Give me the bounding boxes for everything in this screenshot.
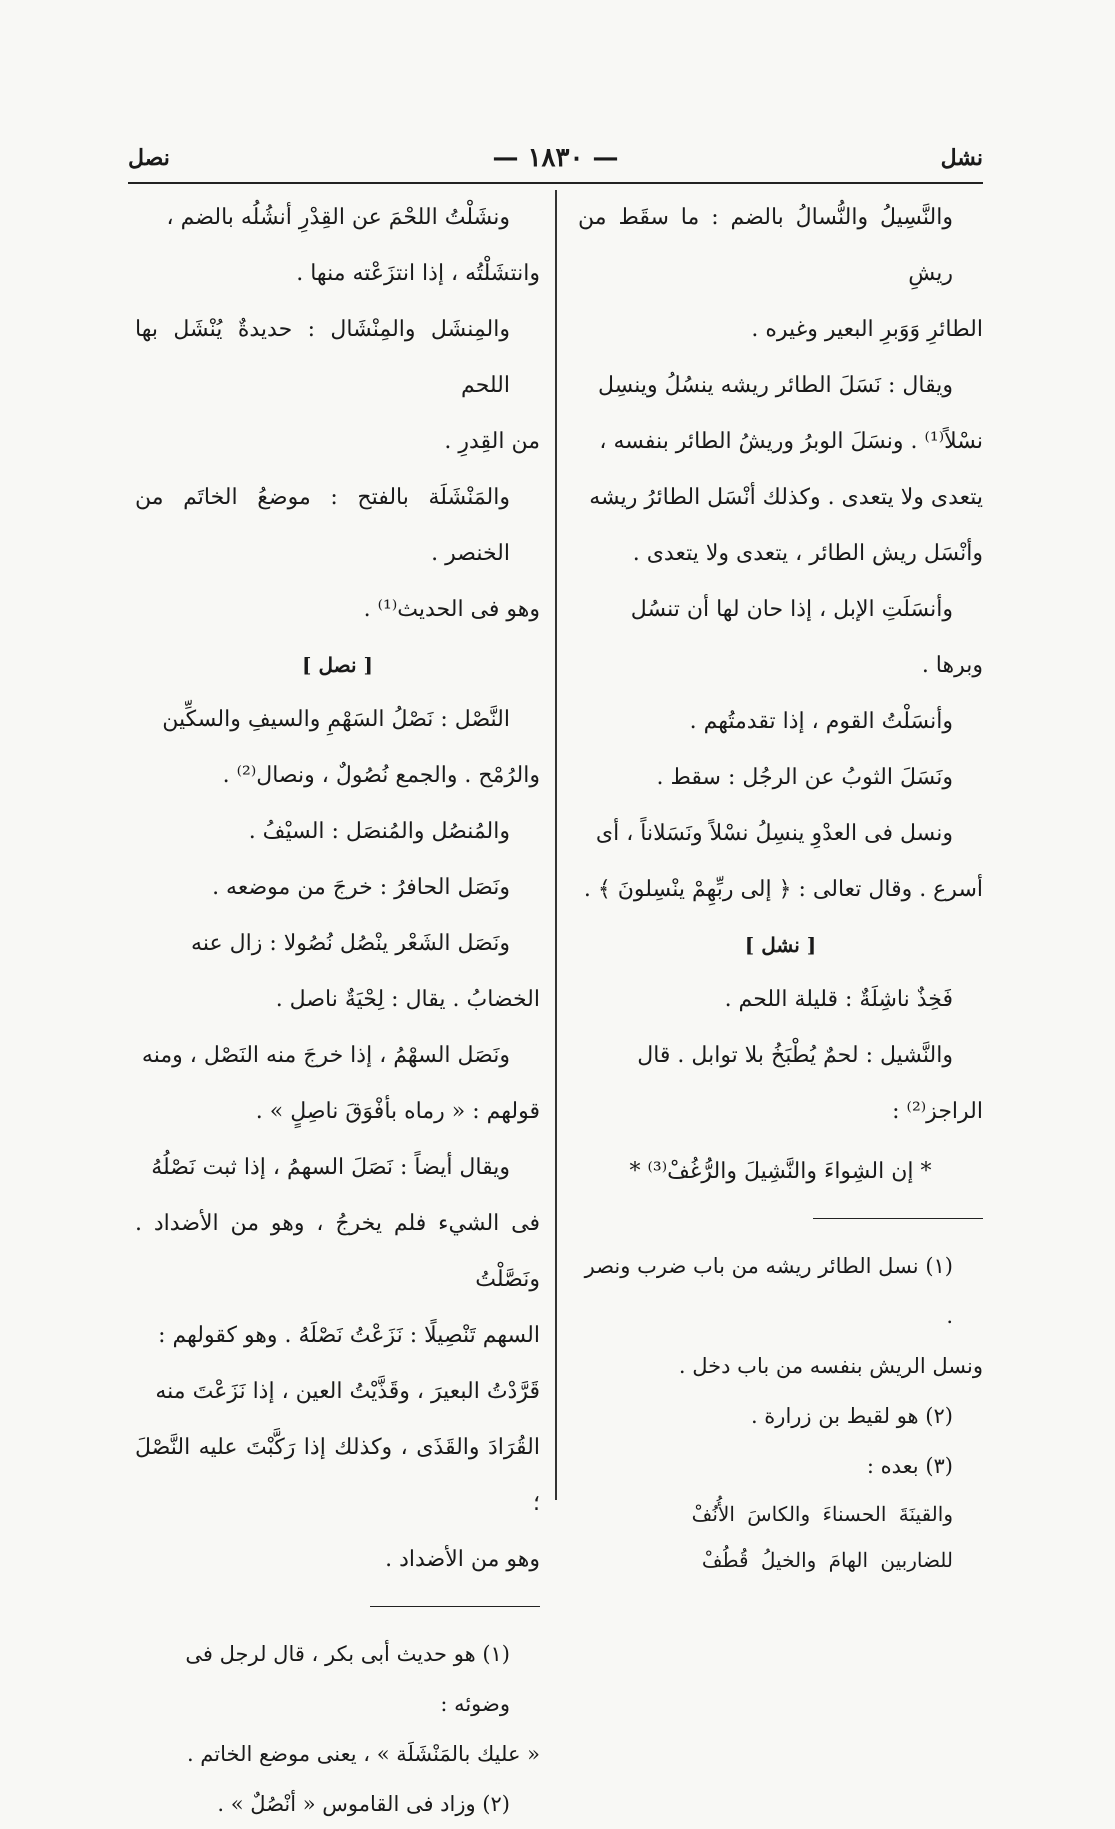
text-line: من القِدرِ . bbox=[444, 429, 540, 454]
text-line: ونَسَلَ الثوبُ عن الرجُل : سقط . bbox=[656, 765, 953, 790]
text-line: السهم تَنْصِيلًا : نَزَعْتُ نَصْلَهُ . وهو كقولهم : bbox=[158, 1323, 540, 1348]
text-line: الراجز⁽²⁾ : bbox=[892, 1099, 983, 1124]
text-line: والنَّسِيلُ والنُّسالُ بالضم : ما سقَط من ريشِ bbox=[578, 205, 953, 286]
footnote: (٣) بعده : bbox=[866, 1454, 953, 1478]
header-left-word: نصل bbox=[128, 145, 170, 171]
text-line: وانتشَلْتُه ، إذا انتزَعْته منها . bbox=[296, 261, 540, 286]
footnote: (٢) وزاد فى القاموس « أنْصُلٌ » . bbox=[217, 1792, 510, 1816]
footnote-verse: للضاربين الهامَ والخيلُ قُطُفْ bbox=[701, 1548, 953, 1572]
text-line: وأنسَلْتُ القوم ، إذا تقدمتُهم . bbox=[689, 709, 953, 734]
text-line: أسرع . وقال تعالى : ﴿ إلى ربِّهِمْ ينْسِلونَ ﴾ . bbox=[583, 877, 983, 902]
text-line: والنَّشيل : لحمٌ يُطْبَخُ بلا توابل . قال bbox=[637, 1043, 953, 1068]
text-line: وأنسَلَتِ الإبل ، إذا حان لها أن تنسُل bbox=[630, 597, 953, 622]
text-line: القُرَادَ والقَذَى ، وكذلك إذا رَكَّبْتَ عليه النَّصْلَ ؛ bbox=[135, 1435, 540, 1516]
text-line: فى الشيء فلم يخرجُ ، وهو من الأضداد . ونَصَّلْتُ bbox=[135, 1211, 540, 1292]
text-line: نسْلاً⁽¹⁾ . ونسَلَ الوبرُ وريشُ الطائر بنفسه ، bbox=[599, 429, 983, 454]
header-rule bbox=[128, 182, 983, 184]
text-line: فَخِذٌ ناشِلَةٌ : قليلة اللحم . bbox=[724, 987, 953, 1012]
text-line: ونَصَل الحافرُ : خرجَ من موضعه . bbox=[212, 875, 510, 900]
text-line: ونَصَل الشَعْر ينْصُل نُصُولا : زال عنه bbox=[191, 931, 510, 956]
text-line: وبرها . bbox=[921, 653, 983, 678]
text-line: ويقال : نَسَلَ الطائر ريشه ينسُلُ وينسِل bbox=[597, 373, 953, 398]
section-title: [ نصل ] bbox=[302, 653, 373, 677]
footnote: (١) نسل الطائر ريشه من باب ضرب ونصر . bbox=[584, 1254, 953, 1328]
text-line: الخضابُ . يقال : لِحْيَةٌ ناصل . bbox=[275, 987, 540, 1012]
text-line: يتعدى ولا يتعدى . وكذلك أنْسَل الطائرُ ريشه bbox=[589, 485, 983, 510]
text-line: وأنْسَل ريش الطائر ، يتعدى ولا يتعدى . bbox=[632, 541, 983, 566]
page-number: — ١٨٣٠ — bbox=[492, 143, 619, 173]
footnote-rule bbox=[813, 1218, 983, 1219]
text-line: ويقال أيضاً : نَصَلَ السهمُ ، إذا ثبت نَصْلُهُ bbox=[151, 1155, 510, 1180]
text-line: وهو من الأضداد . bbox=[385, 1547, 540, 1572]
left-column bbox=[135, 190, 540, 1829]
footnote: « عليك بالمَنْشَلَة » ، يعنى موضع الخاتم . bbox=[186, 1742, 540, 1766]
page-header bbox=[128, 138, 983, 178]
verse-line: * إن الشِواءَ والنَّشِيلَ والرُّغُفْ⁽³⁾ * bbox=[629, 1159, 932, 1184]
text-line: الطائرِ وَوَبرِ البعير وغيره . bbox=[751, 317, 983, 342]
text-line: قولهم : « رماه بأفْوَقَ ناصِلٍ » . bbox=[255, 1099, 540, 1124]
text-line: وهو فى الحديث⁽¹⁾ . bbox=[363, 597, 540, 622]
footnote-rule bbox=[370, 1606, 540, 1607]
text-line: والمُنصُل والمُنصَل : السيْفُ . bbox=[248, 819, 510, 844]
text-line: ونسل فى العدْوِ ينسِلُ نسْلاً ونَسَلاناً ، أى bbox=[595, 821, 953, 846]
right-column bbox=[578, 190, 983, 1583]
text-line: والرُمْح . والجمع نُصُولٌ ، ونصال⁽²⁾ . bbox=[222, 763, 540, 788]
footnote: (٢) هو لقيط بن زرارة . bbox=[750, 1404, 953, 1428]
text-line: ونَصَل السهْمُ ، إذا خرجَ منه النَصْل ، ومنه bbox=[141, 1043, 510, 1068]
text-line: والمِنشَل والمِنْشَال : حديدةٌ يُنْشَل بها اللحم bbox=[135, 317, 510, 398]
footnote: ونسل الريش بنفسه من باب دخل . bbox=[678, 1354, 983, 1378]
header-right-word: نشل bbox=[940, 145, 983, 171]
text-line: قَرَّدْتُ البعيرَ ، وقَذَّيْتُ العين ، إذا نَزَعْتَ منه bbox=[155, 1379, 540, 1404]
text-line: النَّصْل : نَصْلُ السَهْمِ والسيفِ والسكِّين bbox=[162, 707, 510, 732]
text-line: ونشَلْتُ اللحْمَ عن القِدْرِ أنشُلُه بالضم ، bbox=[166, 205, 510, 230]
section-title: [ نشل ] bbox=[744, 933, 817, 957]
text-line: والمَنْشَلَة بالفتح : موضعُ الخاتَم من الخنصر . bbox=[135, 485, 510, 566]
footnote-verse: والقينَةَ الحسناءَ والكاسَ الأُنُفْ bbox=[691, 1502, 953, 1526]
column-divider bbox=[555, 190, 557, 1500]
footnote: (١) هو حديث أبى بكر ، قال لرجل فى وضوئه : bbox=[185, 1642, 510, 1716]
